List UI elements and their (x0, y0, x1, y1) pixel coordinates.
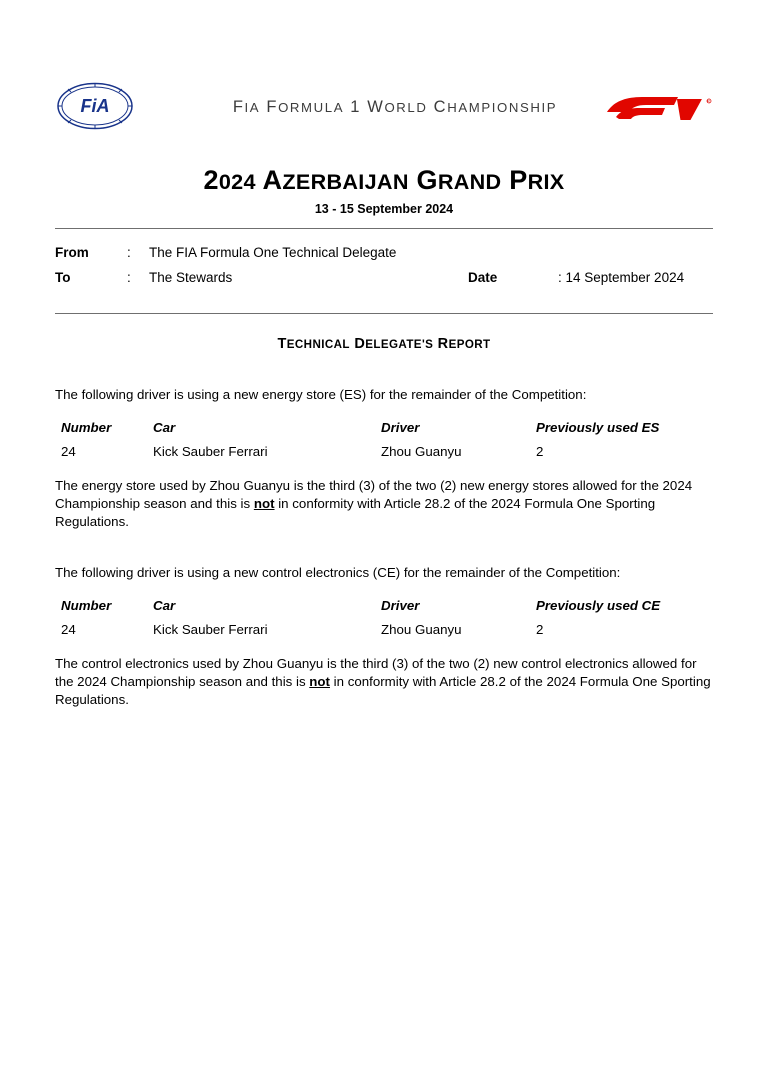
note-text-part1: The energy store used by Zhou Guanyu is the third (3) of the two (2) new energy stores allowed for the 2024 Championship season and this is (55, 477, 693, 511)
cell-car: Kick Sauber Ferrari (153, 443, 268, 459)
column-header-number: Number (61, 419, 112, 435)
cell-number: 24 (61, 622, 76, 638)
meta-block (55, 229, 713, 301)
section-energy-store (55, 386, 713, 531)
column-header-number: Number (61, 598, 112, 614)
fia-logo-icon (57, 82, 133, 130)
date-value: : 14 September 2024 (558, 269, 685, 285)
cell-number: 24 (61, 443, 76, 459)
cell-previously-used: 2 (536, 443, 544, 459)
column-header-driver: Driver (381, 419, 420, 435)
note-emphasis: not (309, 674, 330, 690)
table-header-row (55, 420, 713, 444)
cell-previously-used: 2 (536, 622, 544, 638)
to-colon: : (127, 269, 131, 285)
parts-table-ce (55, 598, 713, 641)
cell-driver: Zhou Guanyu (381, 443, 462, 459)
to-value: The Stewards (149, 269, 233, 285)
note-text-part1: The control electronics used by Zhou Guanyu is the third (3) of the two (2) new control electronics allowed for the 2024 Championship season and this is (55, 656, 697, 690)
to-label: To (55, 269, 71, 285)
parts-table-es (55, 420, 713, 463)
note-text-part2: in conformity with Article 28.2 of the 2024 Formula One Sporting Regulations. (55, 674, 711, 708)
date-label: Date (468, 269, 498, 285)
document-content (55, 70, 713, 709)
section-control-electronics (55, 564, 713, 709)
column-header-previously-used: Previously used CE (536, 598, 661, 614)
f1-logo-icon (603, 92, 713, 126)
svg-text:FiA: FiA (80, 96, 110, 116)
from-value: The FIA Formula One Technical Delegate (149, 244, 397, 260)
table-row (55, 622, 713, 641)
column-header-previously-used: Previously used ES (536, 419, 660, 435)
from-label: From (55, 244, 89, 260)
table-row (55, 444, 713, 463)
section-intro: The following driver is using a new control electronics (CE) for the remainder of the Competition: (55, 565, 621, 581)
column-header-car: Car (153, 598, 176, 614)
meta-row-to (55, 270, 713, 285)
championship-title: FIA FORMULA 1 WORLD CHAMPIONSHIP (232, 98, 558, 116)
section-intro: The following driver is using a new energy store (ES) for the remainder of the Competition: (55, 386, 587, 402)
column-header-car: Car (153, 419, 176, 435)
section-note (55, 655, 713, 709)
event-dates: 13 - 15 September 2024 (314, 201, 454, 216)
svg-text:R: R (707, 99, 710, 104)
cell-car: Kick Sauber Ferrari (153, 622, 268, 638)
table-header-row (55, 598, 713, 622)
note-text-part2: in conformity with Article 28.2 of the 2024 Formula One Sporting Regulations. (55, 495, 656, 529)
note-emphasis: not (253, 495, 275, 511)
page-title: 2024 AZERBAIJAN GRAND PRIX (203, 165, 565, 195)
document-header (55, 70, 713, 142)
divider-bottom (55, 313, 713, 314)
report-heading: TECHNICAL DELEGATE'S REPORT (277, 335, 491, 352)
meta-row-from (55, 245, 713, 260)
from-colon: : (127, 244, 131, 260)
column-header-driver: Driver (381, 598, 420, 614)
cell-driver: Zhou Guanyu (381, 622, 462, 638)
section-note (55, 477, 713, 531)
